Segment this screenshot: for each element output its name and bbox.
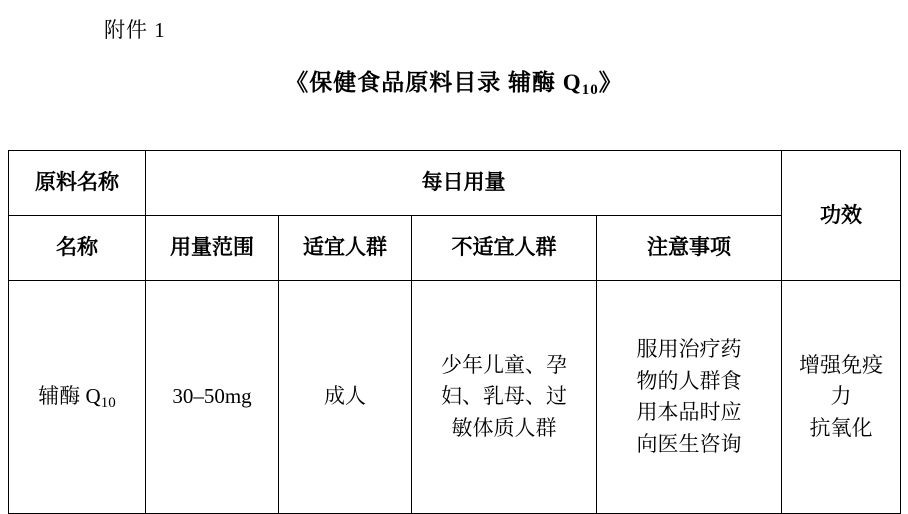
cell-unsuitable-line: 妇、乳母、过 (441, 384, 567, 409)
cell-precaution-line: 用本品时应 (636, 400, 742, 424)
cell-effect (782, 281, 901, 514)
cell-effect-line: 增强免疫力 (799, 352, 883, 409)
cell-precaution-line: 服用治疗药 (636, 337, 742, 361)
page-title-suffix: 》 (598, 70, 623, 95)
cell-unsuitable-population (412, 281, 597, 514)
header-unsuitable-population: 不适宜人群 (412, 216, 597, 281)
header-precautions: 注意事项 (597, 216, 782, 281)
header-effect: 功效 (782, 151, 901, 281)
cell-precaution-line: 物的人群食 (636, 368, 742, 393)
cell-name (9, 281, 146, 514)
raw-material-catalog-table (8, 150, 901, 514)
cell-name-subscript: 10 (100, 395, 116, 412)
header-name: 名称 (9, 216, 146, 281)
cell-unsuitable-line: 敏体质人群 (451, 415, 557, 440)
cell-suitable-population: 成人 (279, 281, 412, 514)
attachment-label: 附件 1 (104, 18, 166, 42)
table-header-row-top (9, 151, 901, 216)
header-raw-material-name: 原料名称 (9, 151, 146, 216)
table-row (9, 281, 901, 514)
cell-name-main: 辅酶 Q (38, 384, 101, 409)
cell-effect-line: 抗氧化 (809, 415, 873, 440)
page-title-subscript: 10 (581, 82, 599, 98)
header-dose-range: 用量范围 (146, 216, 279, 281)
table-header-row-sub (9, 216, 901, 281)
cell-dose-range: 30–50mg (146, 281, 279, 514)
cell-precautions (597, 281, 782, 514)
header-daily-dose: 每日用量 (146, 151, 782, 216)
header-suitable-population: 适宜人群 (279, 216, 412, 281)
page-title (0, 64, 908, 97)
cell-unsuitable-line: 少年儿童、孕 (441, 352, 567, 377)
page-title-prefix: 《保健食品原料目录 辅酶 Q (285, 70, 582, 95)
cell-precaution-line: 向医生咨询 (636, 431, 742, 456)
